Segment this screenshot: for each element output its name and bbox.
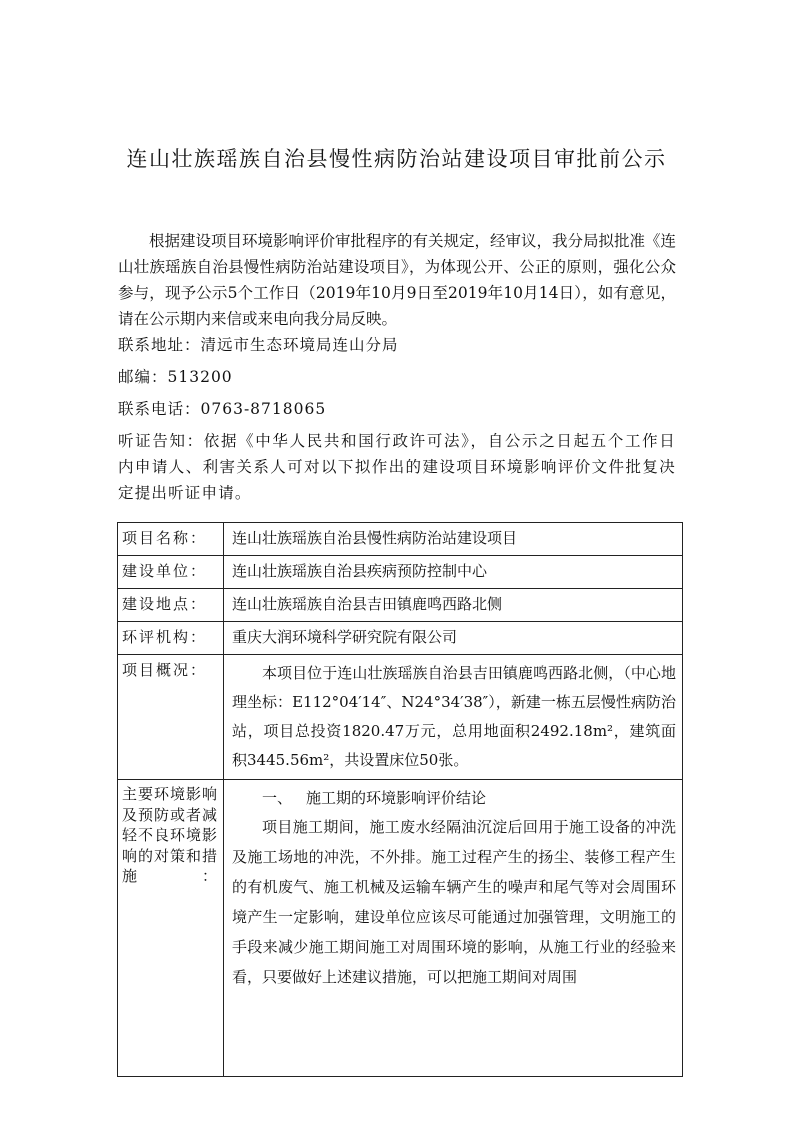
hearing-notice: 听证告知：依据《中华人民共和国行政许可法》，自公示之日起五个工作日内申请人、利害关系人可对以下拟作出的建设项目环境影响评价文件批复决定提出听证申请。 — [118, 432, 676, 502]
phone-number: 联系电话：0763-8718065 — [118, 400, 327, 418]
table-row — [118, 622, 683, 655]
table-row — [118, 589, 683, 622]
section-heading — [232, 784, 676, 812]
section-number: 一、 — [262, 789, 293, 807]
row-label: 环评机构： — [118, 622, 224, 655]
page-title: 连山壮族瑶族自治县慢性病防治站建设项目审批前公示 — [126, 147, 667, 171]
row-label: 建设单位： — [118, 556, 224, 589]
postcode: 邮编：513200 — [118, 368, 233, 386]
table-row-measures — [118, 780, 683, 1077]
contact-address: 联系地址：清远市生态环境局连山分局 — [118, 336, 399, 354]
notice-body — [118, 228, 676, 506]
intro-paragraph: 根据建设项目环境影响评价审批程序的有关规定，经审议，我分局拟批准《连山壮族瑶族自治县慢性病防治站建设项目》，为体现公开、公正的原则，强化公众参与，现予公示5个工作日（2019年10月9日至2019年10月14日），如有意见，请在公示期内来信或来电向我分局反映。 — [118, 232, 677, 328]
overview-text: 本项目位于连山壮族瑶族自治县吉田镇鹿鸣西路北侧，（中心地理坐标：E112°04′14″、N24°34′38″），新建一栋五层慢性病防治站，项目总投资1820.47万元，总用地面积2492.18m²，建筑面积3445.56m²，共设置床位50张。 — [224, 655, 683, 780]
row-label: 建设地点： — [118, 589, 224, 622]
table-row-overview — [118, 655, 683, 780]
row-value: 连山壮族瑶族自治县疾病预防控制中心 — [224, 556, 683, 589]
measures-label: 主要环境影响及预防或者减轻不良环境影响的对策和措施： — [118, 780, 224, 1077]
row-value: 连山壮族瑶族自治县慢性病防治站建设项目 — [224, 523, 683, 556]
table-row — [118, 556, 683, 589]
row-value: 重庆大润环境科学研究院有限公司 — [224, 622, 683, 655]
measures-text: 项目施工期间，施工废水经隔油沉淀后回用于施工设备的冲洗及施工场地的冲洗，不外排。施工过程产生的扬尘、装修工程产生的有机废气、施工机械及运输车辆产生的噪声和尾气等对会周围环境产生一定影响，建设单位应该尽可能通过加强管理，文明施工的手段来减少施工期间施工对周围环境的影响，从施工行业的经验来看，只要做好上述建议措施，可以把施工期间对周围 — [232, 818, 676, 986]
section-title: 施工期的环境影响评价结论 — [306, 789, 487, 807]
table-row — [118, 523, 683, 556]
project-info-table — [117, 522, 683, 1077]
row-value: 连山壮族瑶族自治县吉田镇鹿鸣西路北侧 — [224, 589, 683, 622]
row-label: 项目名称： — [118, 523, 224, 556]
measures-cell — [224, 780, 683, 1077]
overview-label: 项目概况： — [118, 655, 224, 780]
